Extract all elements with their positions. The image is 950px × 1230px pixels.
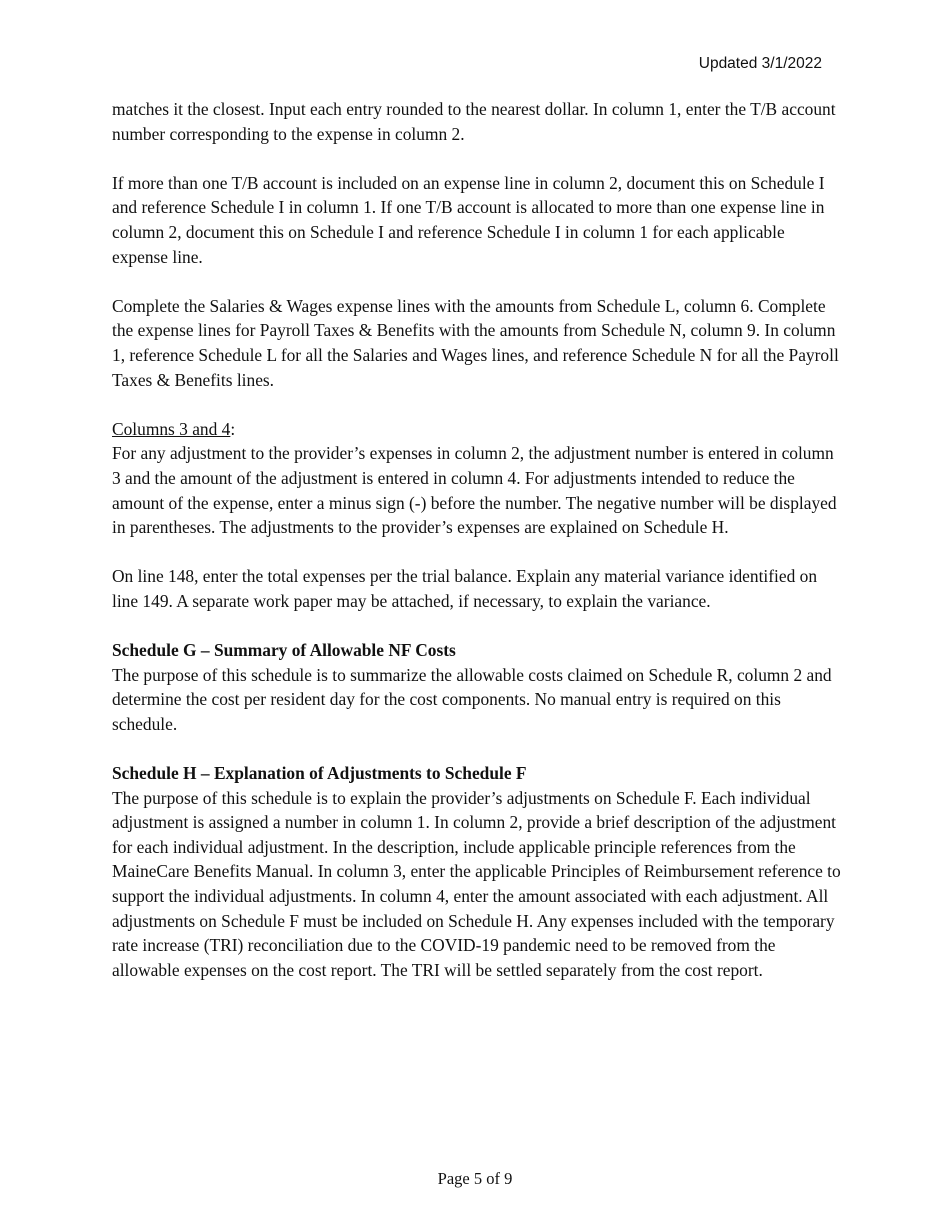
columns-3-4-heading: Columns 3 and 4 <box>112 418 231 439</box>
page-number: Page 5 of 9 <box>437 1169 513 1188</box>
schedule-g-heading: Schedule G – Summary of Allowable NF Costs <box>112 640 456 661</box>
schedule-h-heading: Schedule H – Explanation of Adjustments to Schedule F <box>112 763 527 784</box>
paragraph-tb-account: matches it the closest. Input each entry rounded to the nearest dollar. In column 1, enter the T/B account number corresponding to the expense in column 2. <box>112 99 836 144</box>
columns-3-4-colon: : <box>230 418 236 439</box>
schedule-g-text: The purpose of this schedule is to summarize the allowable costs claimed on Schedule R, column 2 and determine the cost per resident day for the cost components. No manual entry is required on this schedule. <box>112 664 832 734</box>
document-body <box>112 97 842 1007</box>
paragraph-multiple-accounts: If more than one T/B account is included on an expense line in column 2, document this on Schedule I and reference Schedule I in column 1. If one T/B account is allocated to more than one expense line in column 2, document this on Schedule I and reference Schedule I in column 1 for each applicable expense line. <box>112 172 825 267</box>
schedule-h-text: The purpose of this schedule is to explain the provider’s adjustments on Schedule F. Each individual adjustment is assigned a number in column 1. In column 2, provide a brief description of the adjustment for each individual adjustment. In the description, include applicable principle references from the MaineCare Benefits Manual. In column 3, enter the applicable Principles of Reimbursement reference to support the individual adjustments. In column 4, enter the amount associated with each adjustment. All adjustments on Schedule F must be included on Schedule H. Any expenses included with the temporary rate increase (TRI) reconciliation due to the COVID-19 pandemic need to be removed from the allowable expenses on the cost report. The TRI will be settled separately from the cost report. <box>112 787 841 980</box>
paragraph-salaries-wages: Complete the Salaries & Wages expense lines with the amounts from Schedule L, column 6. Complete the expense lines for Payroll Taxes & Benefits with the amounts from Schedule N, column 9. In column 1, reference Schedule L for all the Salaries and Wages lines, and reference Schedule N for all the Payroll Taxes & Benefits lines. <box>112 295 839 390</box>
updated-date: Updated 3/1/2022 <box>698 55 822 72</box>
paragraph-adjustments: For any adjustment to the provider’s expenses in column 2, the adjustment number is entered in column 3 and the amount of the adjustment is entered in column 4. For adjustments intended to reduce the amount of the expense, enter a minus sign (-) before the number. The negative number will be displayed in parentheses. The adjustments to the provider’s expenses are explained on Schedule H. <box>112 443 837 538</box>
paragraph-line-148: On line 148, enter the total expenses per the trial balance. Explain any material variance identified on line 149. A separate work paper may be attached, if necessary, to explain the variance. <box>112 566 818 611</box>
columns-3-4-heading-line <box>112 417 842 442</box>
